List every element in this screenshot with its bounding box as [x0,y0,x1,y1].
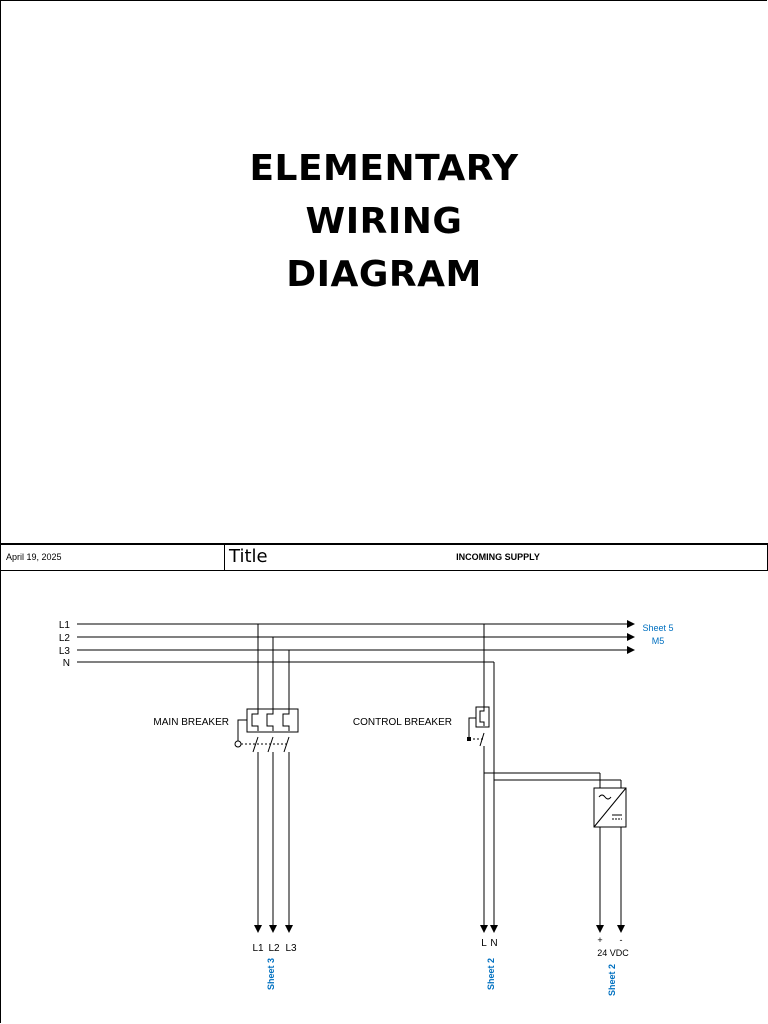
main-output-label-l3: L3 [285,943,297,954]
control-breaker-operator-link [469,718,476,738]
main-breaker-contact-2 [268,737,273,752]
cover-title-line-3: DIAGRAM [286,254,482,295]
main-breaker-trip-element-2 [267,710,273,731]
main-breaker-label: MAIN BREAKER [153,717,229,728]
control-output-label-l: L [481,938,487,949]
main-breaker-trip-element-3 [283,710,289,731]
psu-output-sheet-ref[interactable]: Sheet 2 [607,963,617,997]
control-output-sheet-ref[interactable]: Sheet 2 [486,957,496,991]
main-breaker-trip-element-1 [252,710,258,731]
bus-label-n: N [62,658,70,669]
wiring-diagram [0,572,768,1024]
title-block [0,543,768,571]
main-output-sheet-ref[interactable]: Sheet 3 [266,957,276,991]
control-breaker-operator-icon [467,737,471,741]
title-block-divider [224,545,225,570]
continuation-sheet-ref: Sheet 5 [642,623,674,633]
bus-label-l3: L3 [58,646,70,657]
control-breaker-trip-element [480,708,484,726]
psu-output-label-negative: - [619,935,623,945]
main-output-label-l2: L2 [268,943,280,954]
control-breaker-housing [476,707,489,727]
psu-output-label-positive: + [597,935,603,945]
control-breaker-contact [480,733,484,746]
bus-lines [77,624,634,662]
psu-output-voltage: 24 VDC [597,948,629,958]
main-breaker-contact-3 [284,737,289,752]
main-breaker-operator-icon [235,741,241,747]
cover-title [0,142,768,301]
title-block-date: April 19, 2025 [6,552,62,562]
bus-label-l2: L2 [58,633,70,644]
main-breaker [235,624,298,932]
power-supply [594,788,626,932]
main-output-label-l1: L1 [252,943,264,954]
ac-symbol-icon [599,795,611,799]
main-breaker-operator-link [238,720,247,741]
control-breaker-label: CONTROL BREAKER [352,717,452,728]
cover-title-line-1: ELEMENTARY [249,148,519,189]
power-supply-diagonal [594,788,626,827]
title-block-label: Title [229,546,268,567]
title-block-drawing-name: INCOMING SUPPLY [456,552,540,562]
cover-title-line-2: WIRING [305,201,463,242]
control-breaker [469,624,621,932]
bus-label-l1: L1 [58,620,70,631]
continuation-page-ref: M5 [651,636,665,646]
control-output-label-n: N [490,938,498,949]
